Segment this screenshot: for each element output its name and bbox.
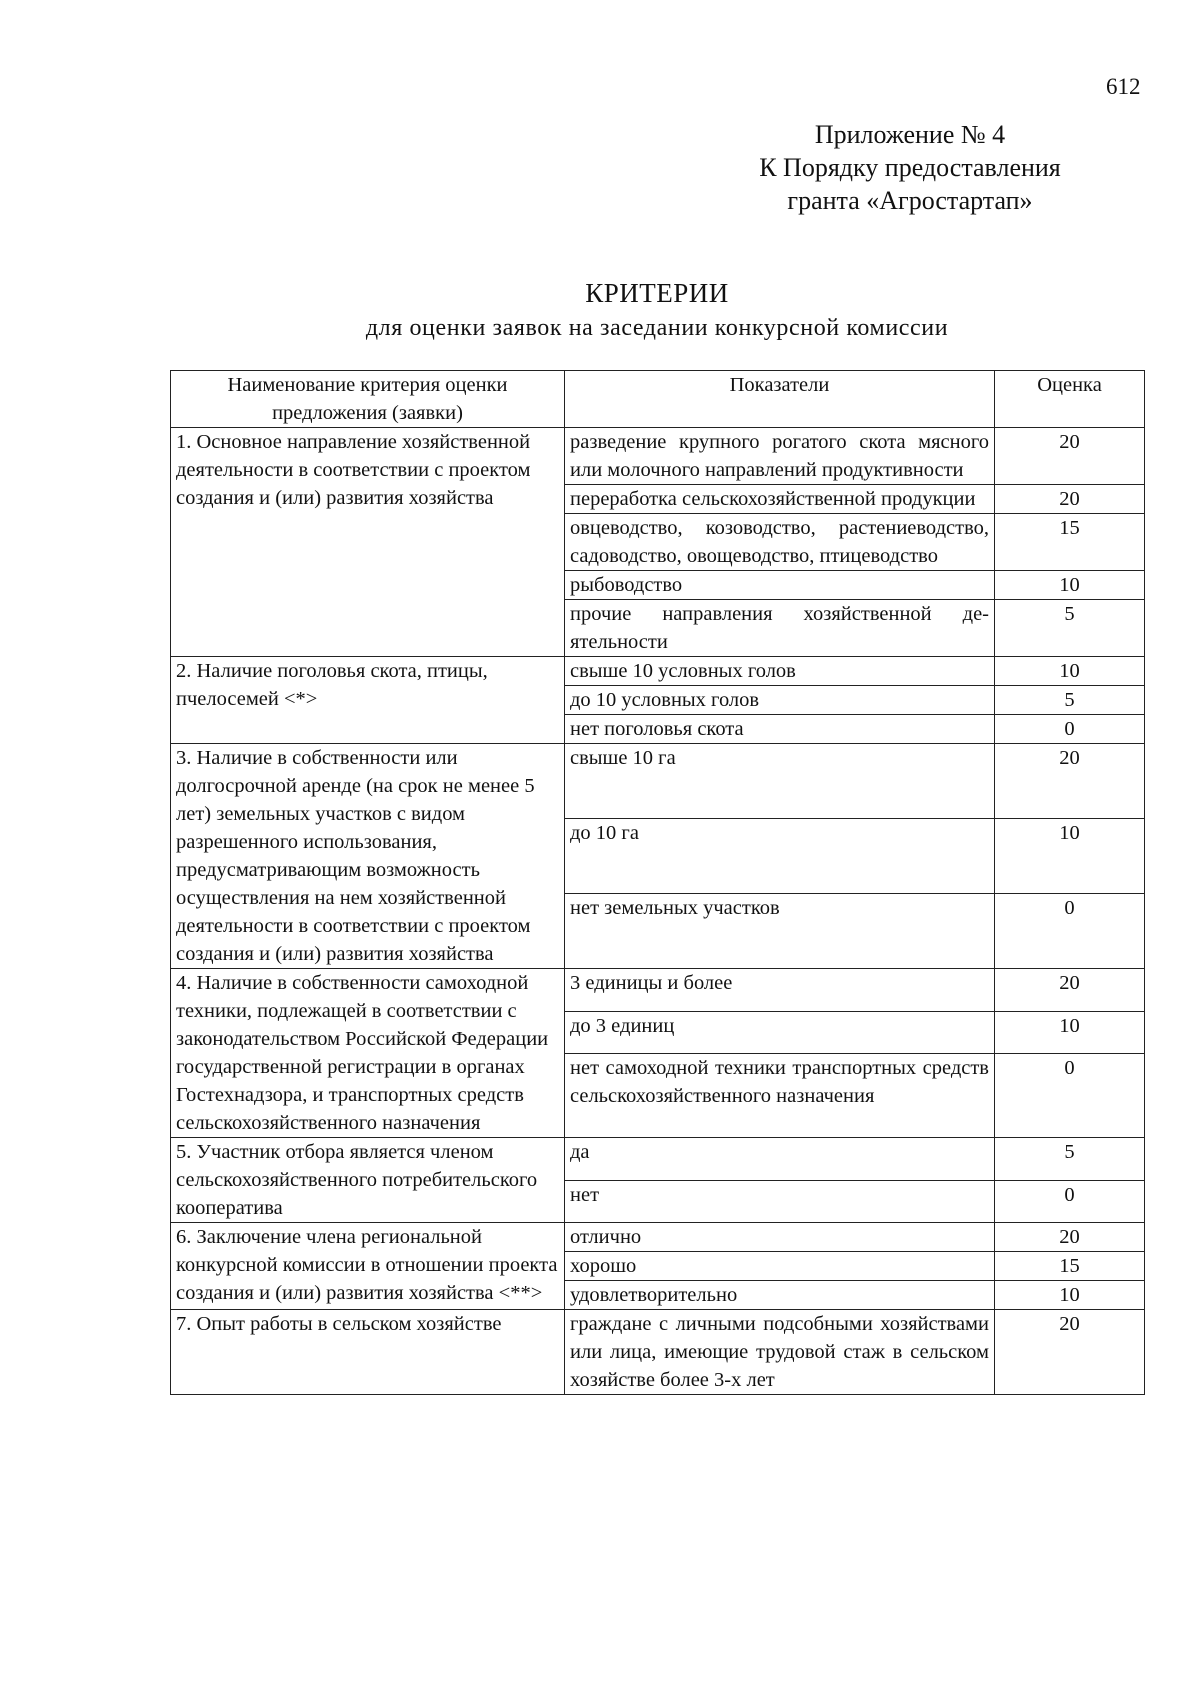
score-cell: 10 xyxy=(995,1011,1145,1054)
page-number: 612 xyxy=(1106,74,1141,99)
score-cell: 10 xyxy=(995,571,1145,600)
document-title: КРИТЕРИИ xyxy=(585,278,729,308)
table-row xyxy=(171,1310,1145,1395)
indicator-cell: нет поголовья скота xyxy=(565,715,995,744)
score-cell: 0 xyxy=(995,715,1145,744)
indicator-cell: свыше 10 условных голов xyxy=(565,657,995,686)
indicator-cell: нет самоходной техники транспортных средств сельскохозяйственного назначения xyxy=(565,1054,995,1138)
score-cell: 5 xyxy=(995,1138,1145,1181)
indicator-cell: нет xyxy=(565,1180,995,1223)
indicator-cell: да xyxy=(565,1138,995,1181)
table-row xyxy=(171,428,1145,485)
criterion-cell: 3. Наличие в собственности или долгосрочной аренде (на срок не менее 5 лет) земельных участков с видом разрешенного использования, предусматривающим возможность осуществления на нем хозяйственной деятельности в соответствии с проектом создания и (или) развития хозяйства xyxy=(171,744,565,969)
header-score: Оценка xyxy=(995,371,1145,428)
indicator-cell: до 3 единиц xyxy=(565,1011,995,1054)
indicator-cell: до 10 условных голов xyxy=(565,686,995,715)
score-cell: 20 xyxy=(995,969,1145,1012)
score-cell: 20 xyxy=(995,485,1145,514)
criterion-cell: 5. Участник отбора является членом сельскохозяйственного потребительского кооператива xyxy=(171,1138,565,1223)
score-cell: 5 xyxy=(995,600,1145,657)
criterion-cell: 4. Наличие в собственности самоходной техники, подлежащей в соответствии с законодательством Российской Федерации государственной регистрации в органах Гостехнадзора, и транспортных средств сельскохозяйственного назначения xyxy=(171,969,565,1138)
score-cell: 20 xyxy=(995,1310,1145,1395)
indicator-cell: удовлетворительно xyxy=(565,1281,995,1310)
indicator-cell: переработка сельскохозяйственной продукции xyxy=(565,485,995,514)
indicator-cell: овцеводство, козоводство, растениеводство, садоводство, овощеводство, птицеводство xyxy=(565,514,995,571)
score-cell: 5 xyxy=(995,686,1145,715)
indicator-cell: отлично xyxy=(565,1223,995,1252)
table-header-row xyxy=(171,371,1145,428)
table-row xyxy=(171,744,1145,819)
criteria-table xyxy=(170,370,1145,1395)
header-indicators: Показатели xyxy=(565,371,995,428)
indicator-cell: 3 единицы и более xyxy=(565,969,995,1012)
indicator-cell: рыбоводство xyxy=(565,571,995,600)
score-cell: 0 xyxy=(995,1180,1145,1223)
criterion-cell: 6. Заключение члена региональной конкурсной комиссии в отношении проекта создания и (или) развития хозяйства <**> xyxy=(171,1223,565,1310)
appendix-heading xyxy=(700,118,1120,217)
criterion-cell: 2. Наличие поголовья скота, птицы, пчелосемей <*> xyxy=(171,657,565,744)
table-row xyxy=(171,969,1145,1012)
appendix-line-2: К Порядку предоставления xyxy=(759,153,1061,182)
indicator-cell: до 10 га xyxy=(565,819,995,894)
indicator-cell: прочие направления хозяйственной деятельности xyxy=(565,600,995,657)
score-cell: 20 xyxy=(995,1223,1145,1252)
score-cell: 10 xyxy=(995,1281,1145,1310)
document-subtitle: для оценки заявок на заседании конкурсной комиссии xyxy=(365,315,949,341)
table-row xyxy=(171,1138,1145,1181)
indicator-cell: свыше 10 га xyxy=(565,744,995,819)
score-cell: 0 xyxy=(995,894,1145,969)
score-cell: 10 xyxy=(995,819,1145,894)
score-cell: 20 xyxy=(995,744,1145,819)
indicator-cell: хорошо xyxy=(565,1252,995,1281)
score-cell: 20 xyxy=(995,428,1145,485)
table-row xyxy=(171,1223,1145,1252)
criterion-cell: 7. Опыт работы в сельском хозяйстве xyxy=(171,1310,565,1395)
criterion-cell: 1. Основное направление хозяйственной деятельности в соответствии с проектом создания и (или) развития хозяйства xyxy=(171,428,565,657)
table-row xyxy=(171,657,1145,686)
appendix-line-1: Приложение № 4 xyxy=(814,120,1006,149)
score-cell: 15 xyxy=(995,514,1145,571)
indicator-cell: разведение крупного рогатого скота мясного или молочного направлений продуктивности xyxy=(565,428,995,485)
criteria-table-body xyxy=(171,428,1145,1395)
appendix-line-3: гранта «Агростартап» xyxy=(787,186,1033,215)
indicator-cell: граждане с личными подсобными хозяйствами или лица, имеющие трудовой стаж в сельском хозяйстве более 3-х лет xyxy=(565,1310,995,1395)
indicator-cell: нет земельных участков xyxy=(565,894,995,969)
score-cell: 0 xyxy=(995,1054,1145,1138)
score-cell: 15 xyxy=(995,1252,1145,1281)
score-cell: 10 xyxy=(995,657,1145,686)
header-criterion: Наименование критерия оценки предложения (заявки) xyxy=(171,371,565,428)
